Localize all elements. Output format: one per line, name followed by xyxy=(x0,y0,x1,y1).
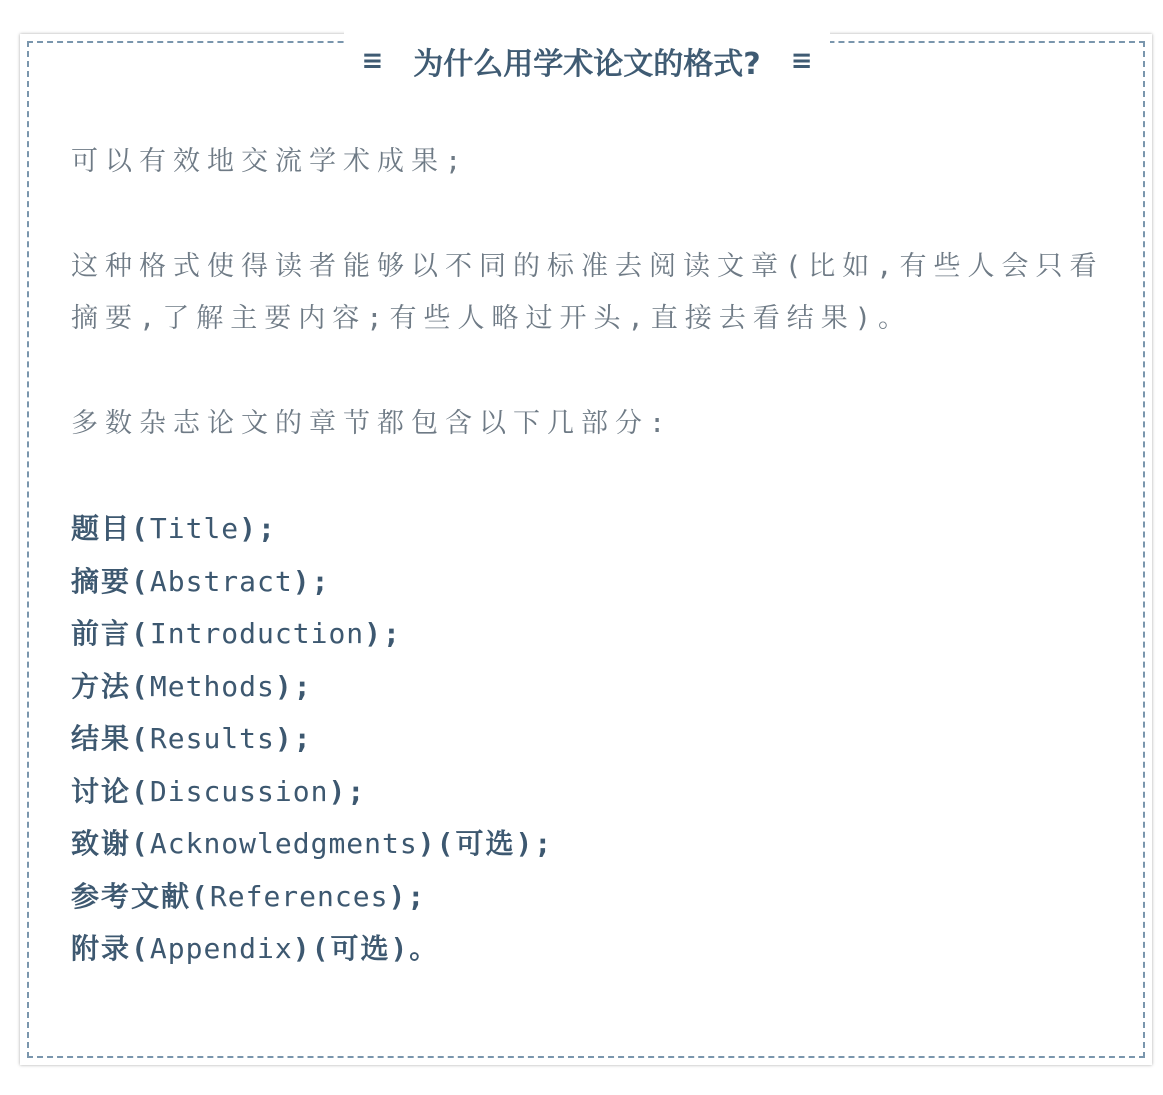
list-item: 摘要(Abstract); xyxy=(71,564,331,598)
section-en: Title xyxy=(149,512,240,545)
section-title: 为什么用学术论文的格式? xyxy=(413,47,761,82)
paragraph-intro-list: 多数杂志论文的章节都包含以下几部分: xyxy=(71,408,673,439)
section-list xyxy=(71,503,1106,976)
list-item: 致谢(Acknowledgments)(可选); xyxy=(71,827,554,860)
section-suffix: ; xyxy=(311,564,331,598)
list-item: 参考文献(References); xyxy=(71,879,427,913)
menu-lines-icon: ≡ xyxy=(790,46,813,76)
section-en: Discussion xyxy=(149,774,329,808)
section-suffix: ; xyxy=(293,722,313,755)
section-en: Abstract xyxy=(149,564,293,598)
section-suffix: ; xyxy=(383,617,402,650)
section-zh: 摘要 xyxy=(71,564,132,598)
paragraph-benefit: 可以有效地交流学术成果; xyxy=(71,146,469,177)
section-en: References xyxy=(209,879,389,913)
list-item: 题目(Title); xyxy=(71,512,277,545)
list-item: 附录(Appendix)(可选)。 xyxy=(71,932,440,965)
paragraph-reading: 这种格式使得读者能够以不同的标准去阅读文章(比如,有些人会只看摘要,了解主要内容;有些人略过开头,直接去看结果)。 xyxy=(71,251,1104,334)
section-zh: 致谢 xyxy=(71,827,132,860)
section-suffix: ; xyxy=(347,774,367,808)
list-item: 结果(Results); xyxy=(71,722,313,755)
list-item: 前言(Introduction); xyxy=(71,617,402,650)
section-zh: 方法 xyxy=(71,669,132,703)
section-suffix: ; xyxy=(407,879,427,913)
section-suffix: (可选)。 xyxy=(311,932,440,965)
section-zh: 参考文献 xyxy=(71,879,192,913)
list-item: 讨论(Discussion); xyxy=(71,774,367,808)
section-suffix: ; xyxy=(293,669,313,703)
section-zh: 讨论 xyxy=(71,774,132,808)
section-zh: 前言 xyxy=(71,617,132,650)
section-en: Acknowledgments xyxy=(149,827,418,860)
section-en: Introduction xyxy=(149,617,365,650)
section-suffix: ; xyxy=(258,512,277,545)
section-zh: 题目 xyxy=(71,512,132,545)
section-en: Appendix xyxy=(149,932,293,965)
menu-lines-icon: ≡ xyxy=(361,46,384,76)
section-en: Methods xyxy=(149,669,275,703)
article-body xyxy=(71,136,1106,976)
section-header xyxy=(344,26,830,96)
section-zh: 结果 xyxy=(71,722,132,755)
section-en: Results xyxy=(149,722,275,755)
list-item: 方法(Methods); xyxy=(71,669,313,703)
section-zh: 附录 xyxy=(71,932,132,965)
section-suffix: (可选); xyxy=(436,827,554,860)
